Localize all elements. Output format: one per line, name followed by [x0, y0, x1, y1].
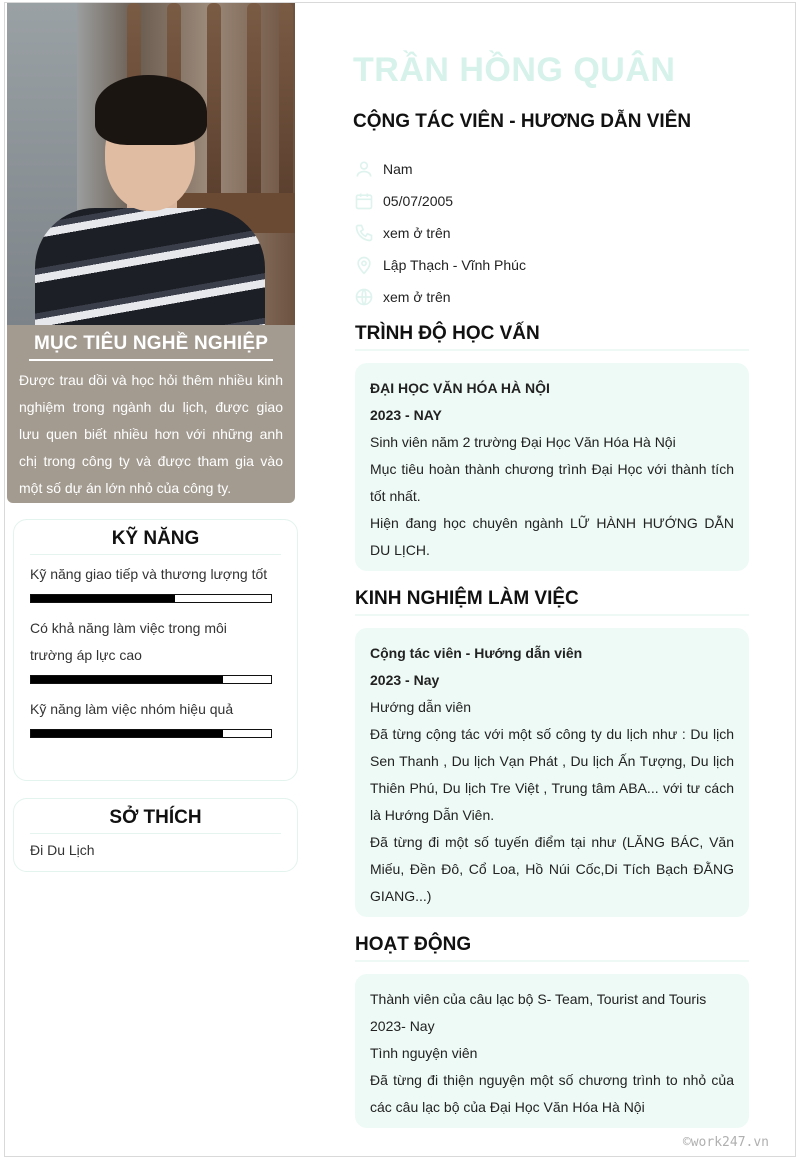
skill-bar-fill — [31, 730, 223, 737]
calendar-icon — [353, 190, 375, 212]
skill-label: Kỹ năng làm việc nhóm hiệu quả — [30, 701, 234, 717]
skill-label: Kỹ năng giao tiếp và thương lượng tốt — [30, 566, 268, 582]
objective-text: Được trau dồi và học hỏi thêm nhiều kinh nghiệm trong ngành du lịch, được giao lưu quen biết nhiều hơn với những anh chị trong công ty và được tham gia vào một số dự án lớn nhỏ của công ty. — [19, 372, 283, 496]
phone-row — [353, 221, 653, 245]
cv-page — [4, 2, 796, 1157]
experience-box — [355, 628, 749, 917]
experience-line: Hướng dẫn viên — [370, 699, 472, 715]
experience-line: Đã từng cộng tác với một số công ty du lịch như : Du lịch Sen Thanh , Du lịch Vạn Phát , Du lịch Ấn Tượng, Du lịch Thiên Phú, Du lịch Tre Việt , Trung tâm ABA... với tư cách là Hướng Dẫn Viên. — [370, 726, 734, 823]
activities-heading: HOẠT ĐỘNG — [355, 934, 749, 962]
hobbies-section — [13, 798, 298, 872]
gender-row — [353, 157, 653, 181]
skill-item — [30, 561, 281, 603]
gender-value: Nam — [383, 161, 413, 177]
experience-role: Cộng tác viên - Hướng dẫn viên — [370, 645, 583, 661]
education-box — [355, 363, 749, 571]
globe-icon — [353, 286, 375, 308]
skill-bar — [30, 675, 272, 684]
skill-item — [30, 615, 281, 684]
education-period: 2023 - NAY — [370, 407, 442, 423]
website-value: xem ở trên — [383, 289, 451, 305]
location-icon — [353, 254, 375, 276]
experience-period: 2023 - Nay — [370, 672, 440, 688]
hobby-item: Đi Du Lịch — [30, 842, 95, 858]
experience-line: Đã từng đi một số tuyến điểm tại như (LĂNG BÁC, Văn Miếu, Đền Đô, Cổ Loa, Hồ Núi Cốc,Di Tích Bạch ĐẰNG GIANG...) — [370, 834, 734, 904]
skill-bar-fill — [31, 676, 223, 683]
skill-bar — [30, 729, 272, 738]
activity-line: 2023- Nay — [370, 1018, 435, 1034]
job-title: CỘNG TÁC VIÊN - HƯƠNG DẪN VIÊN — [353, 111, 692, 132]
person-icon — [353, 158, 375, 180]
skills-heading: KỸ NĂNG — [30, 528, 281, 555]
career-objective-section — [7, 325, 295, 503]
experience-heading: KINH NGHIỆM LÀM VIỆC — [355, 588, 749, 616]
skill-label: Có khả năng làm việc trong môi trường áp lực cao — [30, 620, 227, 663]
school-name: ĐẠI HỌC VĂN HÓA HÀ NỘI — [370, 380, 550, 396]
website-row — [353, 285, 653, 309]
activity-line: Thành viên của câu lạc bộ S- Team, Tourist and Touris — [370, 991, 707, 1007]
activity-line: Tình nguyện viên — [370, 1045, 478, 1061]
education-line: Sinh viên năm 2 trường Đại Học Văn Hóa Hà Nội — [370, 434, 676, 450]
watermark: ©work247.vn — [682, 1135, 769, 1150]
birthday-row — [353, 189, 653, 213]
activities-box — [355, 974, 749, 1128]
address-row — [353, 253, 653, 277]
skill-bar — [30, 594, 272, 603]
activity-line: Đã từng đi thiện nguyện một số chương trình to nhỏ của các câu lạc bộ của Đại Học Văn Hóa Hà Nội — [370, 1072, 734, 1115]
objective-heading: MỤC TIÊU NGHỀ NGHIỆP — [29, 333, 273, 361]
education-heading: TRÌNH ĐỘ HỌC VẤN — [355, 323, 749, 351]
education-line: Mục tiêu hoàn thành chương trình Đại Học với thành tích tốt nhất. — [370, 461, 734, 504]
phone-icon — [353, 222, 375, 244]
birthday-value: 05/07/2005 — [383, 193, 454, 209]
education-line: Hiện đang học chuyên ngành LỮ HÀNH HƯỚNG DẪN DU LỊCH. — [370, 515, 734, 558]
address-value: Lập Thạch - Vĩnh Phúc — [383, 257, 526, 273]
skills-section — [13, 519, 298, 781]
hobbies-heading: SỞ THÍCH — [30, 807, 281, 834]
skill-bar-fill — [31, 595, 175, 602]
skill-item — [30, 696, 281, 738]
phone-value: xem ở trên — [383, 225, 451, 241]
profile-photo — [7, 3, 295, 325]
candidate-name: TRẦN HỒNG QUÂN — [353, 51, 676, 89]
